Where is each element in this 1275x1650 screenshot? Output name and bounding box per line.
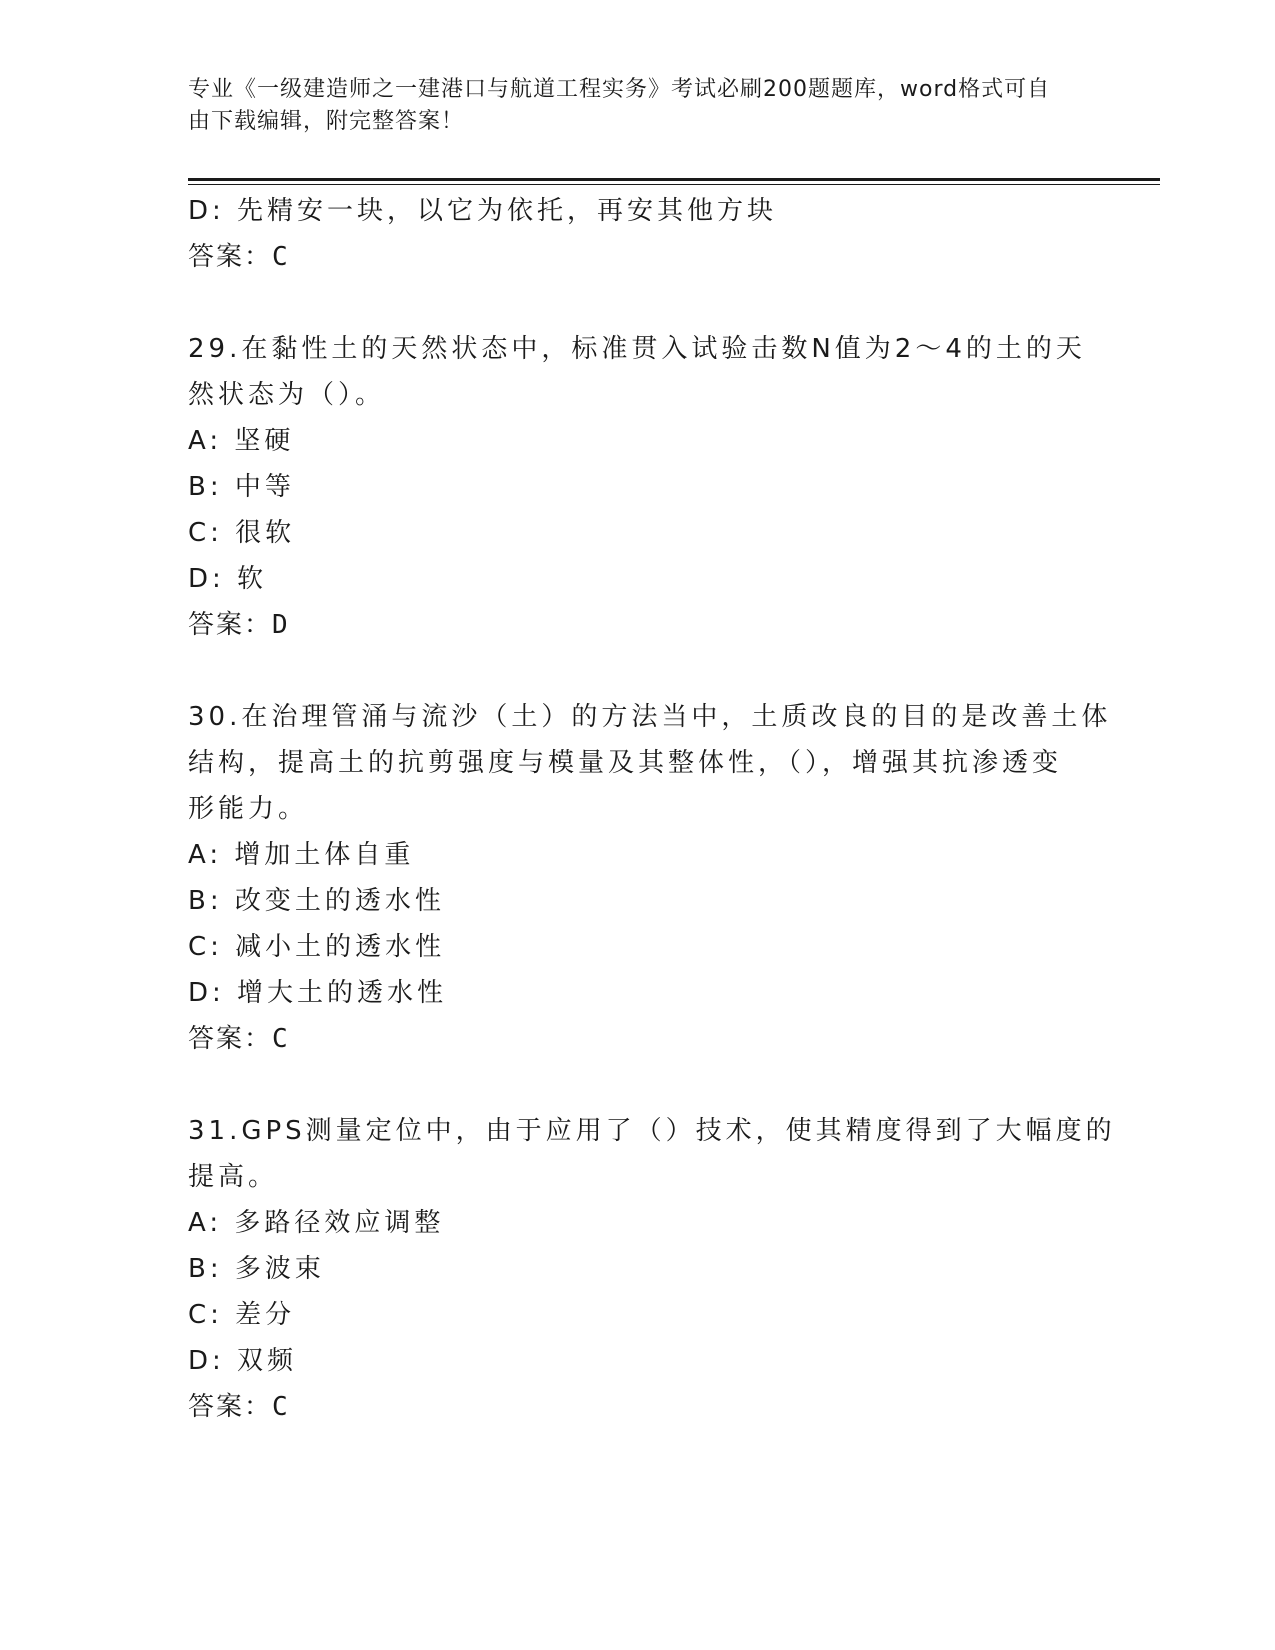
question-text-line: 形能力。	[188, 794, 309, 824]
question-29	[188, 326, 1088, 648]
answer-line: 答案：C	[188, 242, 290, 272]
option-d: D: 双频	[188, 1346, 298, 1376]
answer-line: 答案：C	[188, 1392, 290, 1422]
option-b: B: 改变土的透水性	[188, 886, 445, 916]
option-c: C: 很软	[188, 518, 296, 548]
question-30	[188, 694, 1112, 1062]
question-text-line: 提高。	[188, 1162, 279, 1192]
question-text-line: 结构，提高土的抗剪强度与模量及其整体性，（），增强其抗渗透变	[188, 748, 1063, 778]
question-text-line: 30.在治理管涌与流沙（土）的方法当中，土质改良的目的是改善土体	[188, 702, 1112, 732]
header-title: 专业《一级建造师之一建港口与航道工程实务》考试必刷200题题库，word格式可自由下载编辑，附完整答案！	[188, 77, 1051, 134]
option-b: B: 中等	[188, 472, 295, 502]
option-c: C: 减小土的透水性	[188, 932, 446, 962]
option-a: A: 增加土体自重	[188, 840, 415, 870]
question-text-line: 31.GPS测量定位中，由于应用了（）技术，使其精度得到了大幅度的	[188, 1116, 1116, 1146]
carryover-block	[188, 188, 1088, 280]
document-header	[188, 74, 1068, 138]
option-a: A: 多路径效应调整	[188, 1208, 445, 1238]
option-b: B: 多波束	[188, 1254, 325, 1284]
header-divider	[188, 178, 1160, 181]
question-31	[188, 1108, 1116, 1430]
option-d: D: 软	[188, 564, 268, 594]
answer-line: 答案：D	[188, 610, 290, 640]
option-a: A: 坚硬	[188, 426, 295, 456]
question-text-line: 然状态为（）。	[188, 380, 386, 410]
option-c: C: 差分	[188, 1300, 296, 1330]
option-d: D: 先精安一块，以它为依托，再安其他方块	[188, 196, 778, 226]
question-list	[188, 188, 1116, 1430]
answer-line: 答案：C	[188, 1024, 290, 1054]
question-text-line: 29.在黏性土的天然状态中，标准贯入试验击数N值为2～4的土的天	[188, 334, 1086, 364]
header-divider-thin	[188, 184, 1160, 185]
option-d: D: 增大土的透水性	[188, 978, 448, 1008]
